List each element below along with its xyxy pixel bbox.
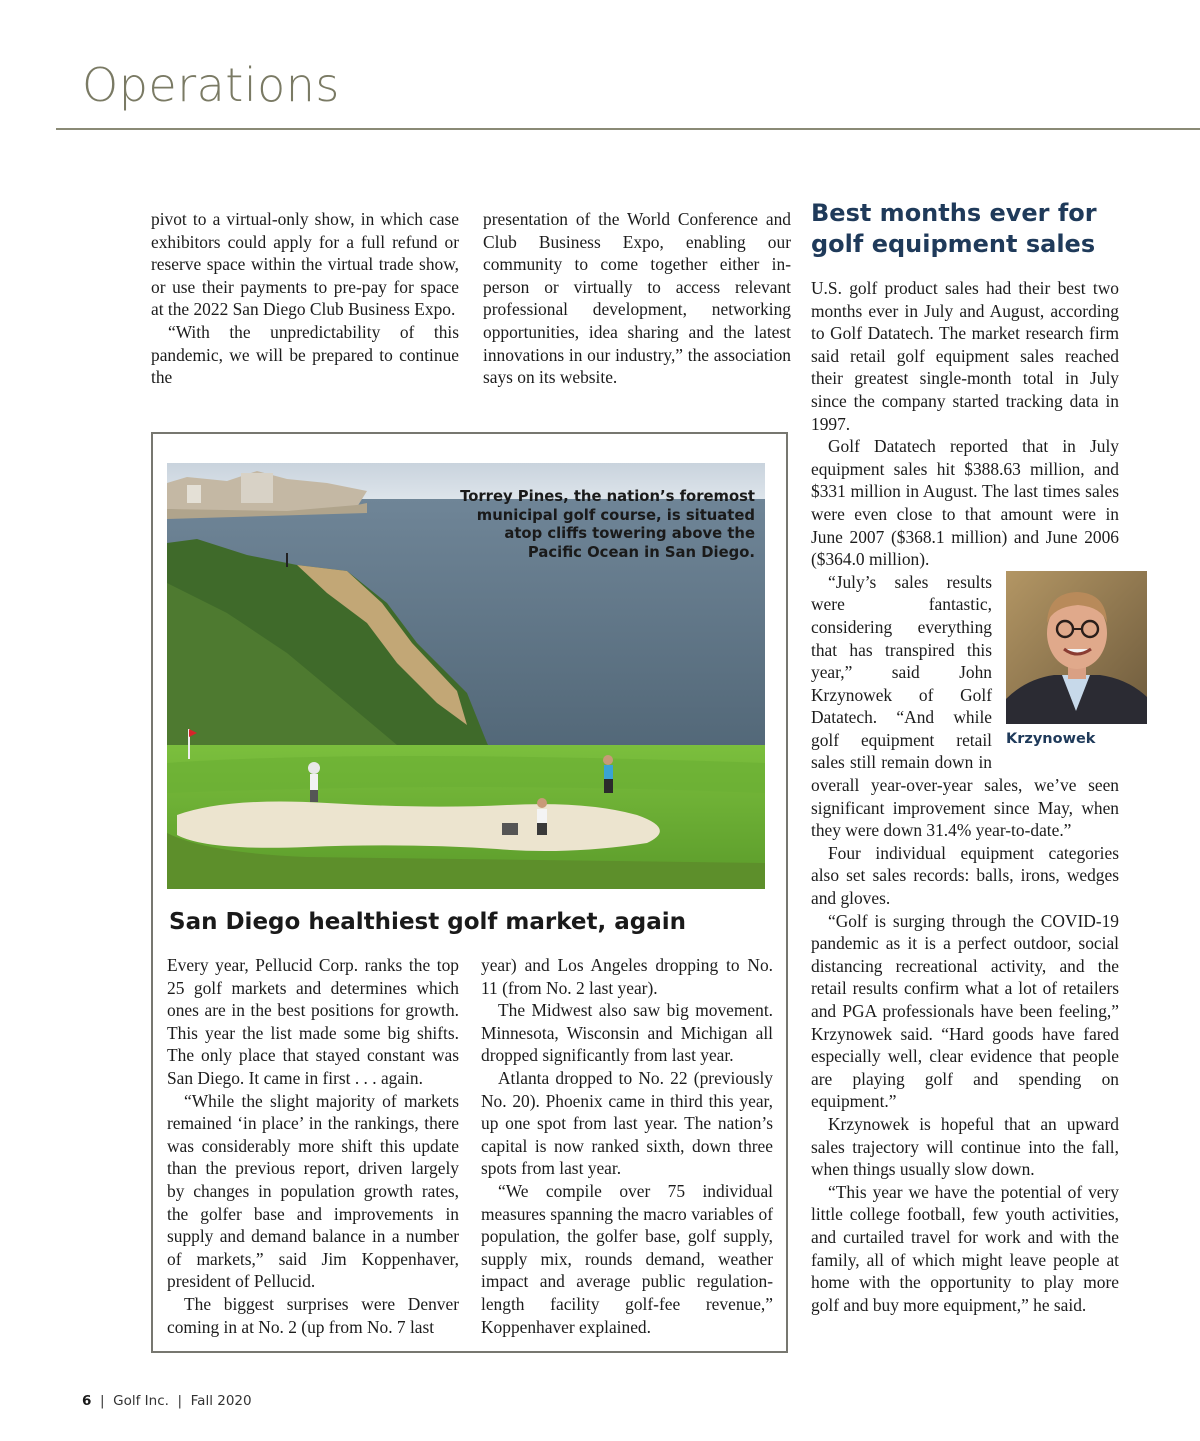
- paragraph: year) and Los Angeles dropping to No. 11 (from No. 2 last year).: [481, 955, 773, 998]
- header-rule: [56, 128, 1200, 130]
- section-title: Operations: [82, 58, 340, 112]
- torrey-pines-photo: [167, 463, 765, 889]
- paragraph: Krzynowek is hopeful that an upward sales trajectory will continue into the fall, when things usually slow down.: [811, 1113, 1119, 1180]
- paragraph: “This year we have the potential of very little college football, few youth activities, and curtailed travel for work and with the family, all of which might leave people at home with the opportunity to play more golf and buy more equipment,” he said.: [811, 1181, 1119, 1315]
- paragraph: The biggest surprises were Denver coming in at No. 2 (up from No. 7 last: [167, 1293, 459, 1337]
- page-number: 6: [82, 1393, 92, 1409]
- publication-name: Golf Inc.: [113, 1393, 169, 1409]
- page-footer: [82, 1393, 252, 1409]
- sidebar-column-2: [481, 954, 773, 1338]
- headshot-figure: [1006, 571, 1147, 751]
- paragraph: pivot to a virtual-only show, in which case exhibitors could apply for a full refund or reserve space within the virtual trade show, or use their payments to pre-pay for space at the 2022 San Diego Club Business Expo.: [151, 209, 459, 320]
- sidebar-headline: San Diego healthiest golf market, again: [169, 909, 687, 935]
- paragraph: The Midwest also saw big movement. Minnesota, Wisconsin and Michigan all dropped significantly from last year.: [481, 1000, 773, 1066]
- footer-separator: |: [95, 1393, 109, 1409]
- footer-separator: |: [173, 1393, 187, 1409]
- paragraph: “While the slight majority of markets remained ‘in place’ in the rankings, there was considerably more shift this update than the previous report, driven largely by changes in population growth rates, the golfer base and improvements in supply and demand balance in a number of markets,” said Jim Koppenhaver, president of Pellucid.: [167, 1090, 459, 1292]
- equipment-sales-article: [811, 198, 1119, 1316]
- headshot-caption: Krzynowek: [1006, 730, 1096, 747]
- paragraph: Every year, Pellucid Corp. ranks the top 25 golf markets and determines which ones are in the best positions for growth. This year the list made some big shifts. The only place that stayed constant was San Diego. It came in first . . . again.: [167, 955, 459, 1088]
- paragraph: “July’s sales results were fantastic, considering everything that has transpired this year,” said John Krzynowek of Golf Datatech. “And while golf equipment retail sales still remain down in overall year-over-year sales, we’ve seen significant improvement since May, when they were down 31.4% year-to-date.”: [811, 571, 1119, 841]
- paragraph: Golf Datatech reported that in July equipment sales hit $388.63 million, and $331 million in August. The last times sales were even close to that amount were in June 2007 ($368.1 million) and June 2006 ($364.0 million).: [811, 436, 1119, 570]
- top-article-column-1: [151, 208, 459, 389]
- paragraph: Atlanta dropped to No. 22 (previously No. 20). Phoenix came in third this year, up one spot from last year. The nation’s capital is now ranked sixth, down three spots from last year.: [481, 1067, 773, 1179]
- san-diego-sidebar-box: [151, 432, 788, 1353]
- issue-date: Fall 2020: [190, 1393, 252, 1409]
- photo-caption: Torrey Pines, the nation’s foremost municipal golf course, is situated atop cliffs towering above the Pacific Ocean in San Diego.: [460, 488, 755, 561]
- paragraph: “With the unpredictability of this pandemic, we will be prepared to continue the: [151, 321, 459, 388]
- paragraph: “Golf is surging through the COVID-19 pandemic as it is a perfect outdoor, social distancing recreational activity, and the retail results confirm what a lot of retailers and PGA professionals have been feeling,” Krzynowek said. “Hard goods have fared especially well, clear evidence that people are playing golf and spending on equipment.”: [811, 910, 1119, 1112]
- sidebar-column-1: [167, 954, 459, 1338]
- paragraph: “We compile over 75 individual measures spanning the macro variables of population, the golfer base, golf supply, supply mix, rounds demand, weather impact and average public regulation-length facility golf-fee revenue,” Koppenhaver explained.: [481, 1180, 773, 1337]
- krzynowek-headshot-photo: [1006, 571, 1147, 724]
- paragraph: Four individual equipment categories also set sales records: balls, irons, wedges and gloves.: [811, 842, 1119, 909]
- article-headline: Best months ever for golf equipment sales: [811, 199, 1097, 258]
- paragraph: U.S. golf product sales had their best two months ever in July and August, according to Golf Datatech. The market research firm said retail golf equipment sales reached their greatest single-month total in July since the company started tracking data in 1997.: [811, 278, 1119, 434]
- top-article-column-2: [483, 208, 791, 389]
- paragraph: presentation of the World Conference and Club Business Expo, enabling our community to come together either in-person or virtually to access relevant professional development, networking opportunities, idea sharing and the latest innovations in our industry,” the association says on its website.: [483, 209, 791, 388]
